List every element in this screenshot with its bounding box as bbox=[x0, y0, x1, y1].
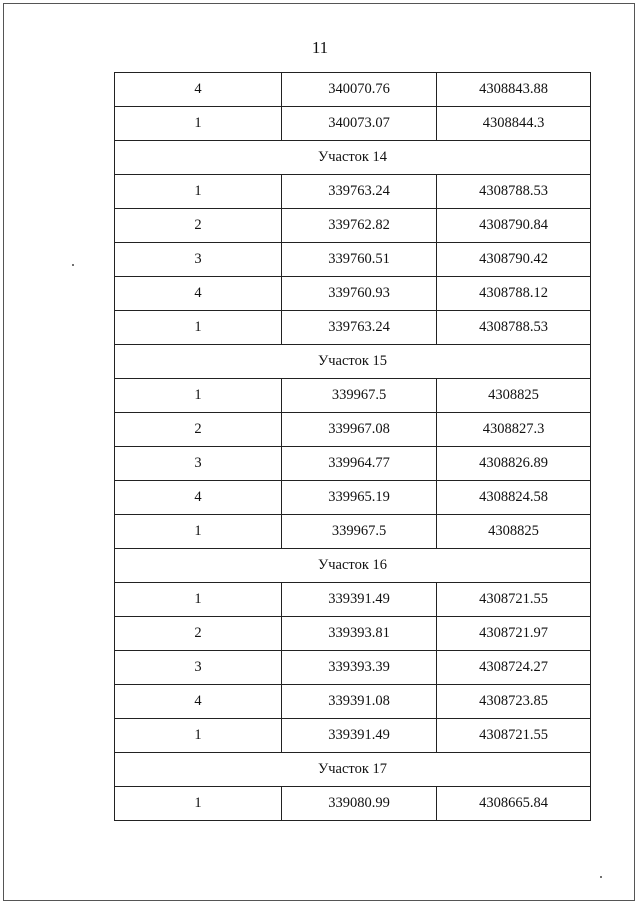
section-header-row bbox=[115, 345, 591, 379]
coordinate-row bbox=[115, 209, 591, 243]
y-coordinate-cell: 4308790.84 bbox=[437, 209, 591, 243]
x-coordinate-cell: 339760.93 bbox=[282, 277, 437, 311]
x-coordinate-cell: 339763.24 bbox=[282, 175, 437, 209]
x-coordinate-cell: 339391.49 bbox=[282, 719, 437, 753]
x-coordinate-cell: 339967.5 bbox=[282, 515, 437, 549]
y-coordinate-cell: 4308788.12 bbox=[437, 277, 591, 311]
coordinate-row bbox=[115, 107, 591, 141]
coordinate-row bbox=[115, 175, 591, 209]
coordinate-row bbox=[115, 651, 591, 685]
coordinate-row bbox=[115, 73, 591, 107]
point-number-cell: 4 bbox=[115, 685, 282, 719]
point-number-cell: 1 bbox=[115, 107, 282, 141]
section-label: Участок 17 bbox=[115, 753, 591, 787]
coordinate-row bbox=[115, 617, 591, 651]
x-coordinate-cell: 339080.99 bbox=[282, 787, 437, 821]
point-number-cell: 4 bbox=[115, 481, 282, 515]
coordinate-row bbox=[115, 243, 591, 277]
section-label: Участок 14 bbox=[115, 141, 591, 175]
y-coordinate-cell: 4308721.97 bbox=[437, 617, 591, 651]
x-coordinate-cell: 339760.51 bbox=[282, 243, 437, 277]
x-coordinate-cell: 339763.24 bbox=[282, 311, 437, 345]
y-coordinate-cell: 4308826.89 bbox=[437, 447, 591, 481]
point-number-cell: 2 bbox=[115, 209, 282, 243]
point-number-cell: 3 bbox=[115, 447, 282, 481]
point-number-cell: 1 bbox=[115, 787, 282, 821]
y-coordinate-cell: 4308721.55 bbox=[437, 583, 591, 617]
y-coordinate-cell: 4308790.42 bbox=[437, 243, 591, 277]
x-coordinate-cell: 339967.08 bbox=[282, 413, 437, 447]
coordinate-row bbox=[115, 413, 591, 447]
point-number-cell: 1 bbox=[115, 515, 282, 549]
y-coordinate-cell: 4308788.53 bbox=[437, 175, 591, 209]
scan-speck bbox=[72, 264, 74, 266]
coordinates-table-body bbox=[115, 73, 591, 821]
x-coordinate-cell: 339964.77 bbox=[282, 447, 437, 481]
y-coordinate-cell: 4308825 bbox=[437, 379, 591, 413]
point-number-cell: 4 bbox=[115, 277, 282, 311]
y-coordinate-cell: 4308843.88 bbox=[437, 73, 591, 107]
point-number-cell: 1 bbox=[115, 583, 282, 617]
point-number-cell: 1 bbox=[115, 175, 282, 209]
coordinate-row bbox=[115, 277, 591, 311]
coordinate-row bbox=[115, 515, 591, 549]
y-coordinate-cell: 4308721.55 bbox=[437, 719, 591, 753]
coordinates-table bbox=[114, 72, 591, 821]
coordinate-row bbox=[115, 583, 591, 617]
point-number-cell: 2 bbox=[115, 617, 282, 651]
coordinate-row bbox=[115, 685, 591, 719]
y-coordinate-cell: 4308788.53 bbox=[437, 311, 591, 345]
x-coordinate-cell: 339393.39 bbox=[282, 651, 437, 685]
coordinate-row bbox=[115, 447, 591, 481]
point-number-cell: 1 bbox=[115, 311, 282, 345]
y-coordinate-cell: 4308665.84 bbox=[437, 787, 591, 821]
page-number: 11 bbox=[311, 38, 329, 57]
section-header-row bbox=[115, 549, 591, 583]
scan-speck bbox=[600, 876, 602, 878]
y-coordinate-cell: 4308724.27 bbox=[437, 651, 591, 685]
x-coordinate-cell: 340070.76 bbox=[282, 73, 437, 107]
x-coordinate-cell: 340073.07 bbox=[282, 107, 437, 141]
x-coordinate-cell: 339391.08 bbox=[282, 685, 437, 719]
coordinate-row bbox=[115, 311, 591, 345]
point-number-cell: 1 bbox=[115, 719, 282, 753]
coordinate-row bbox=[115, 379, 591, 413]
point-number-cell: 3 bbox=[115, 651, 282, 685]
y-coordinate-cell: 4308824.58 bbox=[437, 481, 591, 515]
point-number-cell: 4 bbox=[115, 73, 282, 107]
x-coordinate-cell: 339393.81 bbox=[282, 617, 437, 651]
y-coordinate-cell: 4308825 bbox=[437, 515, 591, 549]
y-coordinate-cell: 4308844.3 bbox=[437, 107, 591, 141]
coordinate-row bbox=[115, 719, 591, 753]
section-header-row bbox=[115, 141, 591, 175]
point-number-cell: 1 bbox=[115, 379, 282, 413]
y-coordinate-cell: 4308723.85 bbox=[437, 685, 591, 719]
coordinate-row bbox=[115, 481, 591, 515]
y-coordinate-cell: 4308827.3 bbox=[437, 413, 591, 447]
coordinate-row bbox=[115, 787, 591, 821]
point-number-cell: 3 bbox=[115, 243, 282, 277]
x-coordinate-cell: 339967.5 bbox=[282, 379, 437, 413]
x-coordinate-cell: 339391.49 bbox=[282, 583, 437, 617]
x-coordinate-cell: 339762.82 bbox=[282, 209, 437, 243]
point-number-cell: 2 bbox=[115, 413, 282, 447]
x-coordinate-cell: 339965.19 bbox=[282, 481, 437, 515]
section-header-row bbox=[115, 753, 591, 787]
section-label: Участок 15 bbox=[115, 345, 591, 379]
section-label: Участок 16 bbox=[115, 549, 591, 583]
